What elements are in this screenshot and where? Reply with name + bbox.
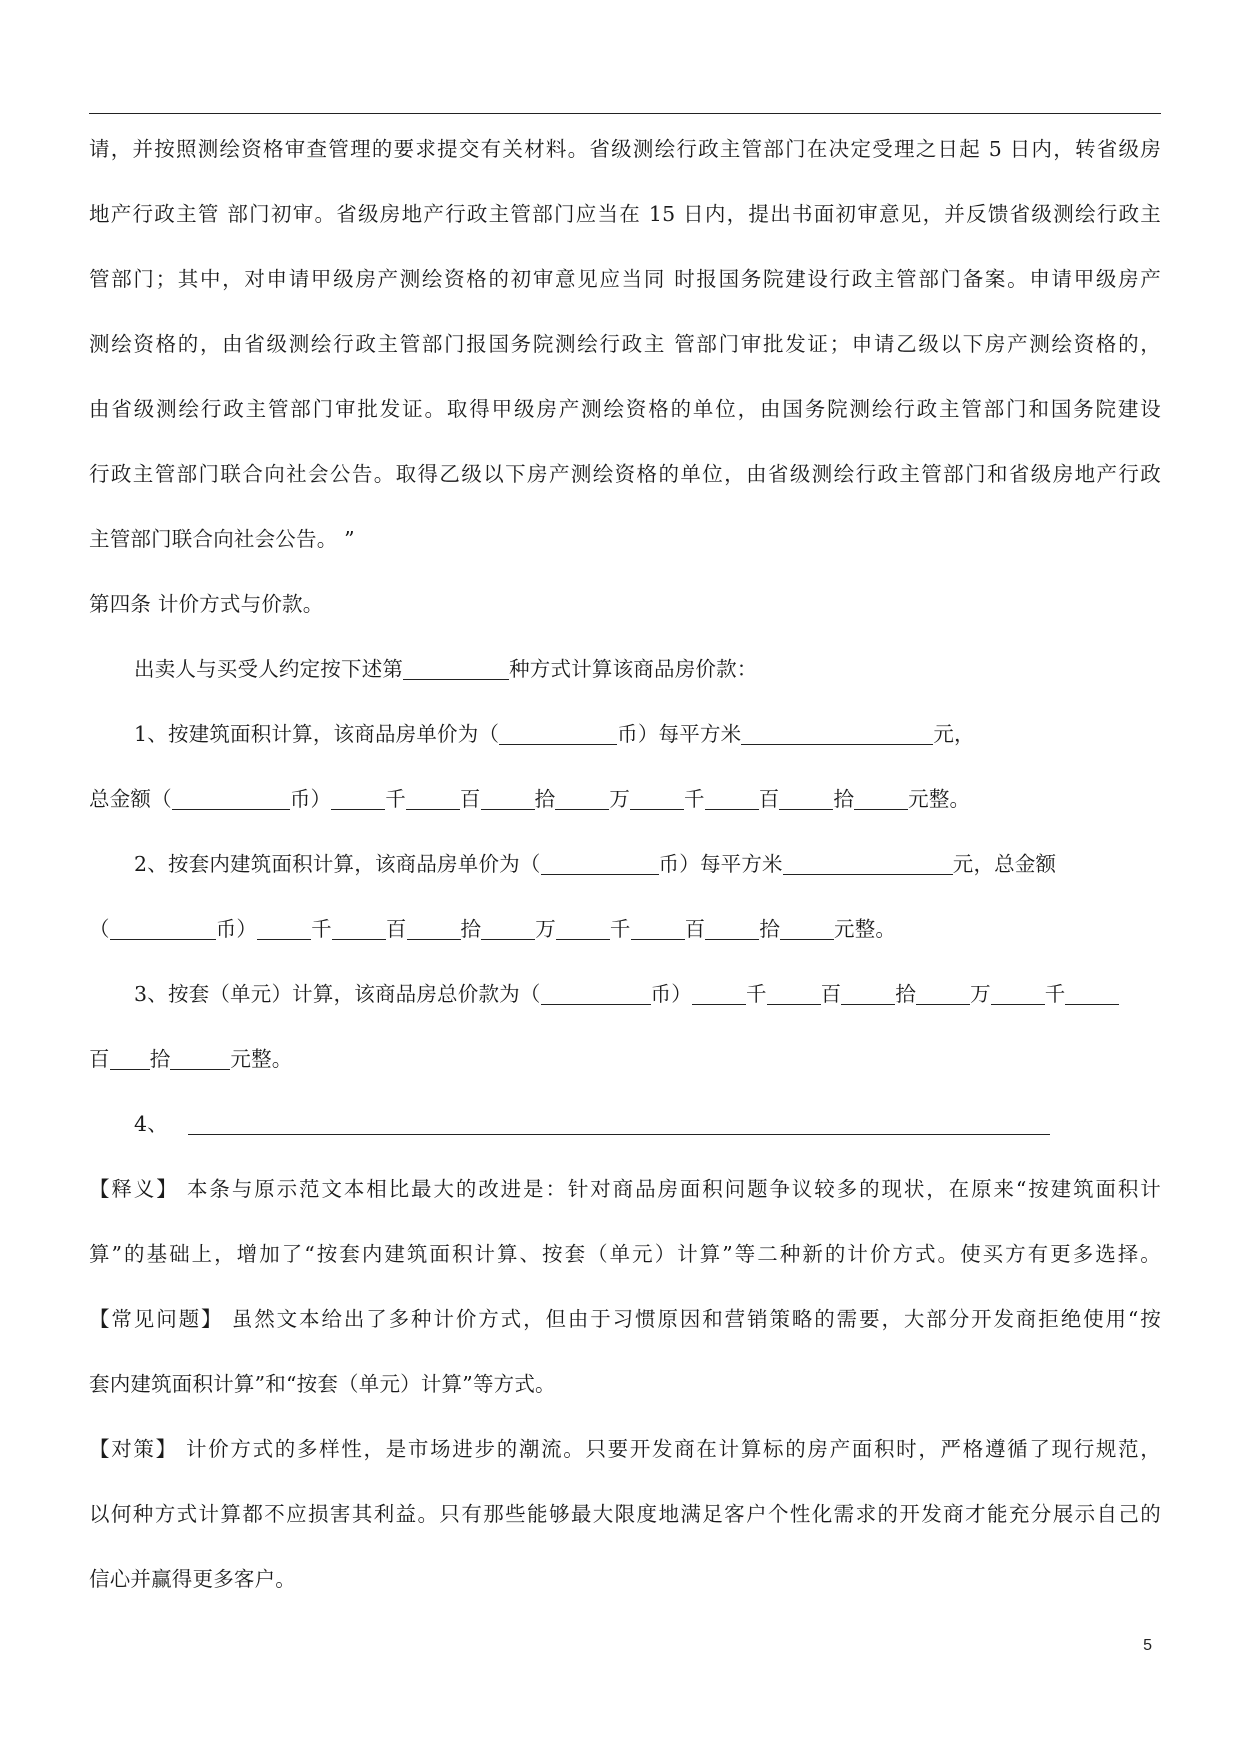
amount-unit: 千 (385, 787, 406, 811)
option2-unit-price-blank[interactable] (783, 852, 953, 875)
amount-unit: 百 (459, 787, 481, 811)
amount-unit: 拾 (759, 917, 781, 941)
amount-unit: 万 (609, 787, 631, 811)
amount-unit: 千 (609, 917, 631, 941)
intro-text-after: 种方式计算该商品房价款： (509, 657, 758, 681)
option1-currency-blank[interactable] (499, 722, 617, 745)
amount-unit: 拾 (534, 787, 556, 811)
amount-unit: 百 (89, 1047, 110, 1071)
option1-lead: 1、按建筑面积计算，该商品房单价为（ (134, 722, 500, 746)
amount-unit: 拾 (895, 982, 917, 1006)
option4-line (134, 1109, 1206, 1139)
amount-blank[interactable] (407, 917, 461, 940)
amount-blank[interactable] (767, 982, 821, 1005)
amount-blank[interactable] (406, 787, 460, 810)
note-text: 本条与原示范文本相比最大的改进是：针对商品房面积问题争议较多的现状，在原来“按建筑面积计 (178, 1177, 1161, 1201)
amount-unit: 元整。 (908, 787, 971, 811)
option1-total-label: 总金额（ (89, 787, 172, 811)
note-countermeasure-line2: 以何种方式计算都不应损害其利益。只有那些能够最大限度地满足客户个性化需求的开发商才能充分展示自己的 (89, 1502, 1161, 1526)
note-interpretation-line1 (89, 1174, 1161, 1204)
option3-lead: 3、按套（单元）计算，该商品房总价款为（ (134, 982, 541, 1006)
intro-text-before: 出卖人与买受人约定按下述第 (134, 657, 404, 681)
amount-blank[interactable] (630, 787, 684, 810)
amount-unit: 千 (684, 787, 705, 811)
body-line: 行政主管部门联合向社会公告。取得乙级以下房产测绘资格的单位，由省级测绘行政主管部门和省级房地产行政 (89, 462, 1161, 486)
note-tag: 【对策】 (89, 1437, 178, 1461)
amount-unit: 千 (745, 982, 767, 1006)
page-number: 5 (1143, 1637, 1152, 1654)
header-rule (89, 113, 1161, 114)
amount-blank[interactable] (257, 917, 311, 940)
method-number-blank[interactable] (403, 657, 509, 680)
amount-blank[interactable] (780, 917, 834, 940)
amount-unit: 百 (684, 917, 706, 941)
amount-blank[interactable] (481, 787, 535, 810)
intro-line (134, 654, 1206, 684)
note-tag: 【释义】 (89, 1177, 179, 1201)
option1-unit-price-blank[interactable] (741, 722, 933, 745)
amount-blank[interactable] (1065, 982, 1119, 1005)
option1-currency-close: 币）每平方米 (617, 722, 742, 746)
amount-blank[interactable] (555, 787, 609, 810)
amount-blank[interactable] (170, 1047, 230, 1070)
amount-blank[interactable] (916, 982, 970, 1005)
body-line: 主管部门联合向社会公告。 ” (89, 527, 355, 551)
amount-unit: 拾 (149, 1047, 171, 1071)
note-countermeasure-line1 (89, 1434, 1161, 1464)
option2-lead: 2、按套内建筑面积计算，该商品房单价为（ (134, 852, 541, 876)
option2-currency-close: 币）每平方米 (658, 852, 783, 876)
option3-line2 (89, 1044, 1161, 1074)
amount-blank[interactable] (854, 787, 908, 810)
amount-unit: 千 (311, 917, 332, 941)
option2-line2 (89, 914, 1161, 944)
amount-unit: 百 (385, 917, 407, 941)
amount-blank[interactable] (332, 917, 386, 940)
amount-unit: 元整。 (834, 917, 897, 941)
amount-blank[interactable] (991, 982, 1045, 1005)
amount-blank[interactable] (631, 917, 685, 940)
option2-currency-blank[interactable] (541, 852, 659, 875)
option2-line1 (134, 849, 1206, 879)
amount-unit: 万 (970, 982, 991, 1006)
amount-blank[interactable] (705, 787, 759, 810)
body-line: 请，并按照测绘资格审查管理的要求提交有关材料。省级测绘行政主管部门在决定受理之日起 5 日内，转省级房 (89, 137, 1161, 161)
note-text: 虽然文本给出了多种计价方式，但由于习惯原因和营销策略的需要，大部分开发商拒绝使用“按 (223, 1307, 1161, 1331)
amount-unit: 百 (758, 787, 780, 811)
option4-lead: 4、 (134, 1112, 168, 1136)
option2-total-currency-blank[interactable] (110, 917, 216, 940)
note-text: 计价方式的多样性，是市场进步的潮流。只要开发商在计算标的房产面积时，严格遵循了现行规范， (177, 1437, 1161, 1461)
body-line: 由省级测绘行政主管部门审批发证。取得甲级房产测绘资格的单位，由国务院测绘行政主管部门和国务院建设 (89, 397, 1161, 421)
amount-unit: 拾 (833, 787, 855, 811)
option1-line1 (134, 719, 1206, 749)
amount-unit: 万 (535, 917, 556, 941)
option3-line1 (134, 979, 1206, 1009)
article-heading: 第四条 计价方式与价款。 (89, 592, 324, 616)
note-countermeasure-line3: 信心并赢得更多客户。 (89, 1567, 296, 1591)
amount-unit: 元整。 (230, 1047, 293, 1071)
amount-unit: 拾 (460, 917, 482, 941)
option2-unit-total: 元，总金额 (952, 852, 1057, 876)
note-common-issues-line1 (89, 1304, 1161, 1334)
amount-blank[interactable] (705, 917, 759, 940)
option1-unit: 元， (933, 722, 975, 746)
note-interpretation-line2: 算”的基础上，增加了“按套内建筑面积计算、按套（单元）计算”等二种新的计价方式。使买方有更多选择。 (89, 1242, 1161, 1266)
amount-blank[interactable] (481, 917, 535, 940)
amount-blank[interactable] (556, 917, 610, 940)
amount-unit: 千 (1044, 982, 1066, 1006)
option1-total-currency-blank[interactable] (172, 787, 290, 810)
amount-blank[interactable] (110, 1047, 150, 1070)
option3-currency-blank[interactable] (541, 982, 651, 1005)
option1-currency-close2: 币） (289, 787, 332, 811)
amount-blank[interactable] (692, 982, 746, 1005)
option4-blank[interactable] (188, 1112, 1050, 1135)
option2-currency-close2: 币） (215, 917, 258, 941)
body-line: 地产行政主管 部门初审。省级房地产行政主管部门应当在 15 日内，提出书面初审意见，并反馈省级测绘行政主 (89, 202, 1161, 226)
option2-open-paren: （ (89, 917, 110, 941)
amount-unit: 百 (820, 982, 842, 1006)
option3-currency-close: 币） (650, 982, 692, 1006)
note-common-issues-line2: 套内建筑面积计算”和“按套（单元）计算”等方式。 (89, 1372, 556, 1396)
option1-line2 (89, 784, 1161, 814)
note-tag: 【常见问题】 (89, 1307, 224, 1331)
body-line: 测绘资格的，由省级测绘行政主管部门报国务院测绘行政主 管部门审批发证；申请乙级以下房产测绘资格的， (89, 332, 1161, 356)
amount-blank[interactable] (331, 787, 385, 810)
body-line: 管部门；其中，对申请甲级房产测绘资格的初审意见应当同 时报国务院建设行政主管部门备案。申请甲级房产 (89, 267, 1161, 291)
amount-blank[interactable] (841, 982, 895, 1005)
amount-blank[interactable] (779, 787, 833, 810)
